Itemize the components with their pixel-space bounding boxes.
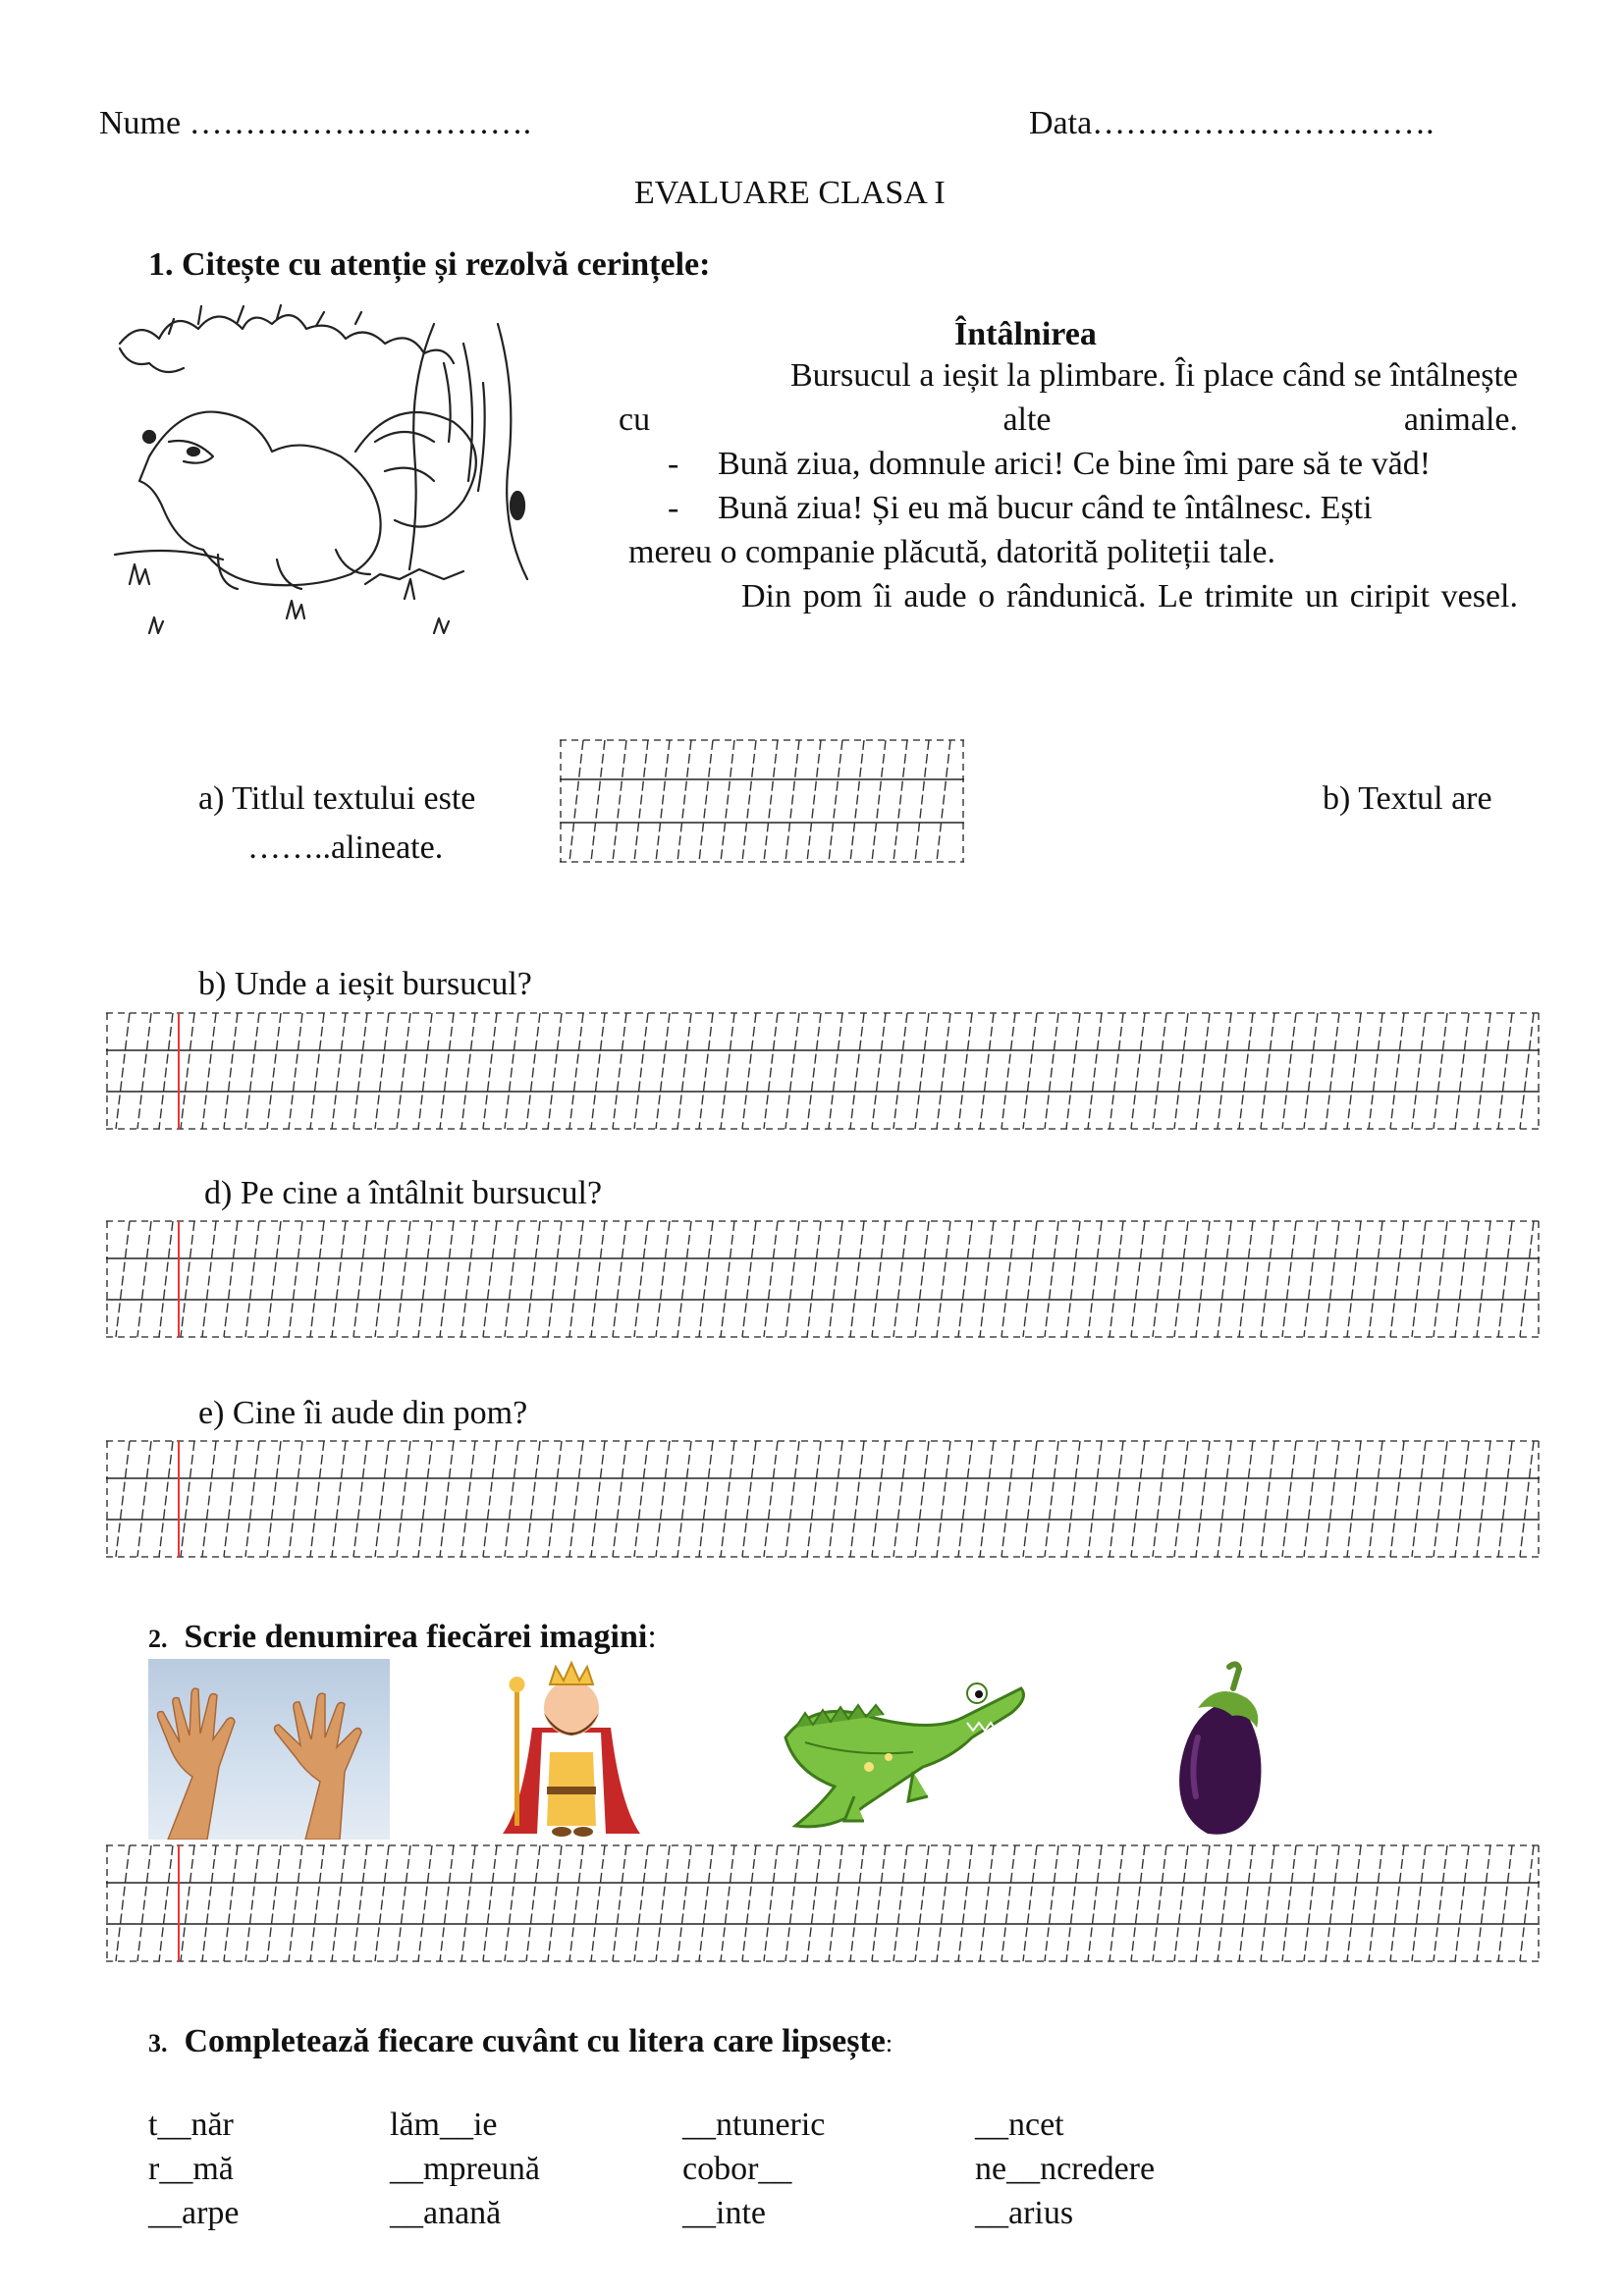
word-item[interactable]: __arius (975, 2195, 1074, 2231)
dialogue-line-2-text: Bună ziua! Și eu mă bucur când te întâlnesc. Ești (718, 490, 1373, 526)
dialogue-line-1 (619, 442, 1518, 486)
word-item[interactable]: t__năr (148, 2107, 234, 2143)
word-item[interactable]: __mpreună (390, 2151, 540, 2187)
question-d: d) Pe cine a întâlnit bursucul? (204, 1175, 603, 1211)
writing-grid-answer-e[interactable] (106, 1439, 1540, 1559)
story-paragraph-1 (619, 353, 1518, 442)
dialogue-dash: - (668, 490, 679, 526)
story-paragraph-1-text: Bursucul a ieșit la plimbare. Îi place când se întâlnește cu alte animale. (619, 357, 1518, 438)
question-b: b) Unde a ieșit bursucul? (198, 966, 532, 1002)
exercise-2-number: 2. (148, 1625, 168, 1653)
dialogue-line-2-continued (619, 530, 1518, 574)
word-item[interactable]: cobor__ (682, 2151, 792, 2187)
writing-grid-picture-names[interactable] (106, 1843, 1540, 1963)
date-field-label: Data…………………………. (1029, 105, 1435, 141)
eggplant-picture (1168, 1659, 1271, 1840)
word-item[interactable]: ne__ncredere (975, 2151, 1156, 2187)
word-item[interactable]: __anană (390, 2195, 502, 2231)
exercise-3-heading-text: Completează fiecare cuvânt cu litera care lipsește (184, 2023, 886, 2059)
hands-picture (148, 1659, 390, 1840)
badger-illustration (110, 304, 538, 650)
question-a: a) Titlul textului este (198, 780, 476, 817)
story-title: Întâlnirea (954, 316, 1097, 352)
story-paragraph-2-text: Din pom îi aude o rândunică. Le trimite un ciripit vesel. (741, 578, 1518, 614)
word-item[interactable]: lăm__ie (390, 2107, 498, 2143)
writing-grid-answer-b[interactable] (106, 1011, 1540, 1131)
question-a-continuation: ……..alineate. (247, 829, 444, 866)
word-item[interactable]: __arpe (148, 2195, 240, 2231)
crocodile-picture (776, 1659, 1029, 1840)
king-picture (483, 1659, 660, 1840)
writing-grid-answer-d[interactable] (106, 1219, 1540, 1339)
exercise-3-colon: : (885, 2029, 893, 2057)
exercise-2-colon: : (647, 1619, 657, 1655)
exercise-2-heading-text: Scrie denumirea fiecărei imagini (184, 1619, 648, 1655)
missing-letter-words (148, 2103, 1523, 2250)
writing-grid-title-answer[interactable] (560, 738, 964, 864)
exercise-3-heading (148, 2020, 893, 2065)
story-text (619, 353, 1518, 618)
word-item[interactable]: __inte (682, 2195, 766, 2231)
question-e: e) Cine îi aude din pom? (198, 1395, 528, 1431)
question-b-paragraphs: b) Textul are (1323, 780, 1492, 817)
dialogue-dash: - (668, 446, 679, 482)
dialogue-line-2-continued-text: mereu o companie plăcută, datorită politeții tale. (628, 534, 1275, 570)
dialogue-line-1-text: Bună ziua, domnule arici! Ce bine îmi pare să te văd! (718, 446, 1432, 482)
word-item[interactable]: r__mă (148, 2151, 234, 2187)
story-paragraph-2 (619, 574, 1518, 618)
exercise-3-number: 3. (148, 2029, 168, 2057)
word-item[interactable]: __ncet (975, 2107, 1064, 2143)
name-field-label: Nume …………………………. (99, 105, 532, 141)
dialogue-line-2 (619, 486, 1518, 530)
word-item[interactable]: __ntuneric (682, 2107, 826, 2143)
exercise-1-heading: 1. Citește cu atenție și rezolvă cerințele: (148, 246, 711, 283)
page-title: EVALUARE CLASA I (634, 175, 946, 211)
exercise-2-heading (148, 1616, 657, 1661)
